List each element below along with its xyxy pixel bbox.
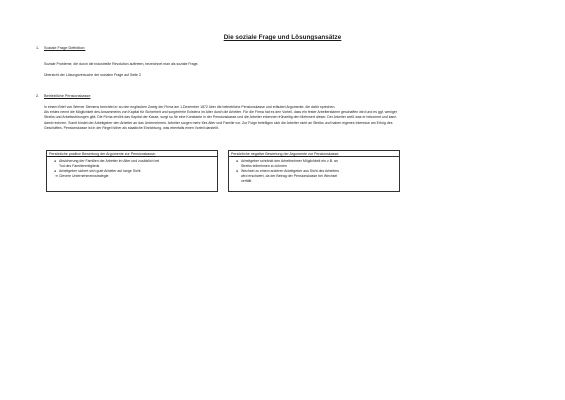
list-item: ● Arbeitgeber schränkt den Arbeitnehmer Möglichkeit ein z.B. an [236,158,338,163]
positive-list [47,157,217,180]
negative-box-heading: Persönliche negative Bewertung der Argumente zur Pensionskasse: [229,151,399,157]
bullet-icon: ● [236,169,239,173]
negative-list [229,157,399,185]
body-line-5: Geschäftes. Pensionskasse ist in der Regel höher als staatliche Einrichtung, was ebenfalls einen Vorteil darstellt. [44,125,219,130]
list-item: wird erschwert, da der Betrag der Pensionskasse bei Wechsel [241,174,338,179]
section-2-number: 2. [36,94,40,98]
section-1-title: Soziale Frage Definition: [44,46,86,50]
body-line-2: Als erstes nennt die Möglichkeit des Ansammelns von Kapital für Sicherheit und sorgenfreie Existenz im Alter durch die Arbeiter. Für die Firma hat es den Vorteil, dass ein fester Arbeiterstamm geschaffen wird und es ggf. weniger [44,110,398,114]
list-item: ● Wechsel zu einem anderen Arbeitgeber aus Sicht des Arbeiters [236,169,339,173]
list-item: verfällt [241,179,252,184]
list-item: ➔ Clevere Unternehmensstrategie [55,174,109,179]
bullet-icon: ● [54,169,57,173]
body-line-4: damit rechnen. Somit bindet der Arbeitgeber den Arbeiter an das Unternehmen. Arbeiter sorgen mehr fürs Alter und Familie vor. Zur Folge beteiligen sich die Arbeiter nicht an Streiks und haben eigenes Interesse am Erfolg des [44,120,393,125]
negative-evaluation-box [228,150,400,192]
section-2-heading [36,94,90,98]
body-line-1: In einem Brief von Werner Siemens berichtet er an den englischen Zweig der Firma am 1.Dezember 1872 über die betriebliche Pensionskasse und erläutert Argumente, die dafür sprechen. [44,105,336,109]
definition-text: Soziale Probleme, die durch die industrielle Revolution auftreten, bezeichnet man als soziale Frage. [44,62,199,66]
positive-evaluation-box [46,150,218,192]
section-2-title: Betriebliche Pensionskasse [44,94,91,98]
list-item: ● Absicherung der Familien der Arbeiter im Alter und zusätzlich bei [54,158,160,163]
section-1-number: 1. [36,46,40,50]
list-item: ● Arbeitgeber sichert sich gute Arbeiter auf lange Sicht [54,169,141,173]
positive-box-heading: Persönliche positive Bewertung der Argumente zur Pensionskasse: [47,151,217,157]
body-line-3: Streiks und Arbeitsstörungen gibt. Die Firma erhöht das Kapital der Kasse, sorgt so für eine Konstante in der Pensionskasse und die Arbeiter erkennen frühzeitig den Mehrwert dieser. Der Arbeiter weiß was er bekommt und kann [44,115,397,120]
list-item: Streiks teilnehmen zu können [241,163,287,168]
bullet-icon: ● [236,158,239,163]
section-1-heading [36,46,85,50]
page-title: Die soziale Frage und Lösungsansätze [223,34,342,41]
arrow-right-icon: ➔ [55,174,59,179]
overview-text: Übersicht der Lösungsversuche der sozialen Frage auf Seite 2 [44,73,141,77]
list-item: Tod des Familienmitglieds [59,163,100,168]
bullet-icon: ● [54,158,57,163]
